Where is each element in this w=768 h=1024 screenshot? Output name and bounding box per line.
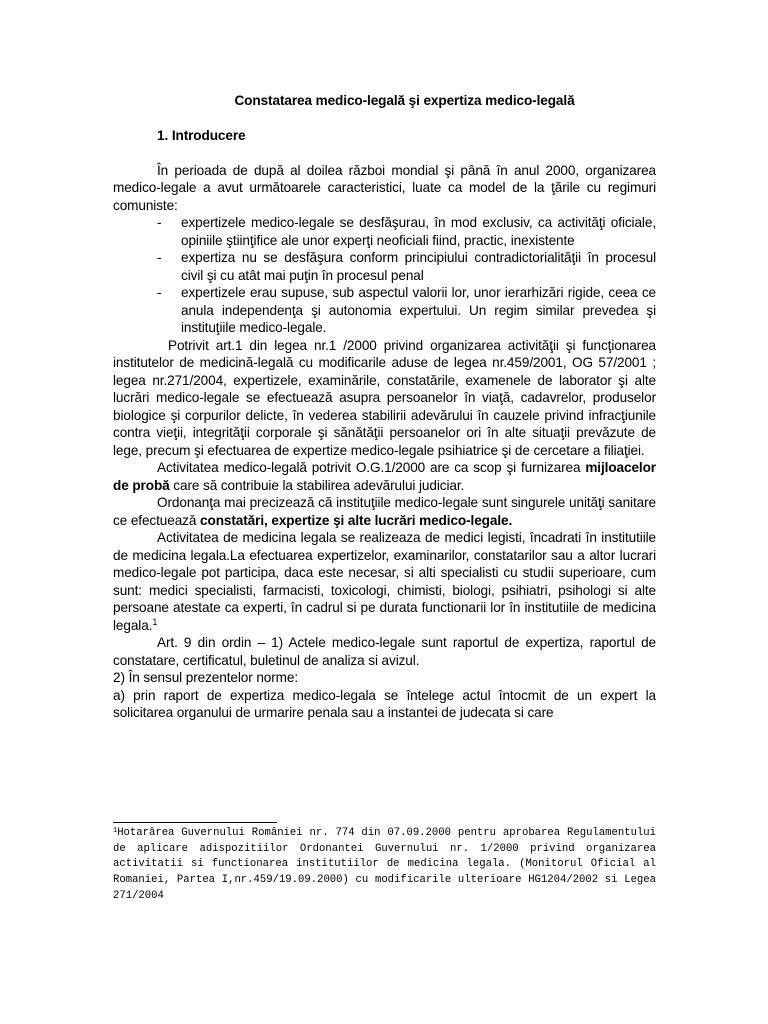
- expertise-report-paragraph: a) prin raport de expertiza medico-legala se întelege actul întocmit de un expert la solicitarea organului de urmarire penala sau a instantei de judecata si care: [113, 687, 656, 720]
- medicine-paragraph: [113, 529, 656, 634]
- footnote: [113, 826, 656, 905]
- list-item: [157, 214, 656, 249]
- footnote-separator: [113, 822, 277, 823]
- section-heading: 1. Introducere: [157, 127, 246, 143]
- list-item-text: expertizele erau supuse, sub aspectul valorii lor, unor ierarhizări rigide, ceea ce anula independenţa şi autonomia expertului. Un regim similar prevedea şi instituţiile medico-legale.: [181, 285, 656, 335]
- list-dash: -: [157, 250, 162, 265]
- footnote-text: Hotarârea Guvernului României nr. 774 din 07.09.2000 pentru aprobarea Regulamentului de aplicare adispozitiilor Ordonantei Guvernului nr. 1/2000 privind organizarea activitatii si functionarea institutiilor de medicina legala. (Monitorul Oficial al Romaniei, Partea I,nr.459/19.09.2000) cu modificarile ulterioare HG1204/2002 si Legea 271/2004: [113, 827, 656, 902]
- list-item: [157, 284, 656, 337]
- medicine-text: Activitatea de medicina legala se realizeaza de medici legisti, încadrati în institutiile de medicina legala.La efectuarea expertizelor, examinarilor, constatarilor sau a altor lucrari medico-legale pot participa, daca este necesar, si alti specialisti cu studii superioare, cum sunt: medici specialisti, farmacisti, toxicologi, chimisti, biologi, psihiatri, psihologi si alte persoane atestate ca experti, în cadrul si pe durata functionarii lor în institutiile de medicina legala.: [113, 530, 656, 633]
- ordinance-text-before: Ordonanţa mai precizează că instituţiile medico-legale sunt singurele unităţi sanitare ce efectuează: [113, 495, 656, 528]
- document-page: [113, 92, 656, 722]
- footnote-number: 1: [113, 827, 118, 835]
- list-item: [157, 249, 656, 284]
- characteristics-list: [113, 214, 656, 337]
- activity-paragraph: [113, 459, 656, 494]
- norms-paragraph: 2) În sensul prezentelor norme:: [113, 670, 299, 685]
- list-item-text: expertizele medico-legale se desfăşurau, în mod exclusiv, ca activităţi oficiale, opiniile ştiinţifice ale unor experţi neoficiali fiind, practic, inexistente: [181, 215, 656, 248]
- activity-text-after: care să contribuie la stabilirea adevărului judiciar.: [169, 477, 465, 493]
- intro-paragraph: În perioada de după al doilea război mondial şi până în anul 2000, organizarea medico-legale a avut următoarele caracteristici, luate ca model de la ţările cu regimuri comuniste:: [113, 162, 656, 213]
- footnote-reference[interactable]: 1: [152, 616, 158, 627]
- law-paragraph: Potrivit art.1 din legea nr.1 /2000 privind organizarea activităţii şi funcţionarea institutelor de medicină-legală cu modificarile aduse de legea nr.459/2001, OG 57/2001 ; legea nr.271/2004, expertizele, examinările, constatările, examenele de laborator şi alte lucrări medico-legale se efectuează asupra persoanelor în viaţă, cadavrelor, produselor biologice şi corpurilor delicte, în vederea stabilirii adevărului în cauzele privind infracţiunile contra vieţii, integrităţii corporale şi sănătăţii persoanelor ori în alte situaţii prevăzute de lege, precum şi efectuarea de expertize medico-legale psihiatrice şi de cercetare a filiaţiei.: [113, 337, 656, 458]
- activity-bold-text: mijloacelor de probă: [113, 460, 656, 493]
- document-title: Constatarea medico-legală şi expertiza medico-legală: [234, 93, 575, 108]
- article9-paragraph: Art. 9 din ordin – 1) Actele medico-legale sunt raportul de expertiza, raportul de constatare, certificatul, buletinul de analiza si avizul.: [113, 635, 656, 668]
- ordinance-bold-text: constatări, expertize şi alte lucrări medico-legale.: [200, 512, 513, 528]
- list-dash: -: [157, 285, 162, 300]
- list-dash: -: [157, 215, 162, 230]
- ordinance-paragraph: [113, 494, 656, 529]
- list-item-text: expertiza nu se desfăşura conform principiului contradictorialităţii în procesul civil şi cu atât mai puţin în procesul penal: [181, 250, 656, 283]
- activity-text-before: Activitatea medico-legală potrivit O.G.1/2000 are ca scop şi furnizarea: [157, 460, 586, 475]
